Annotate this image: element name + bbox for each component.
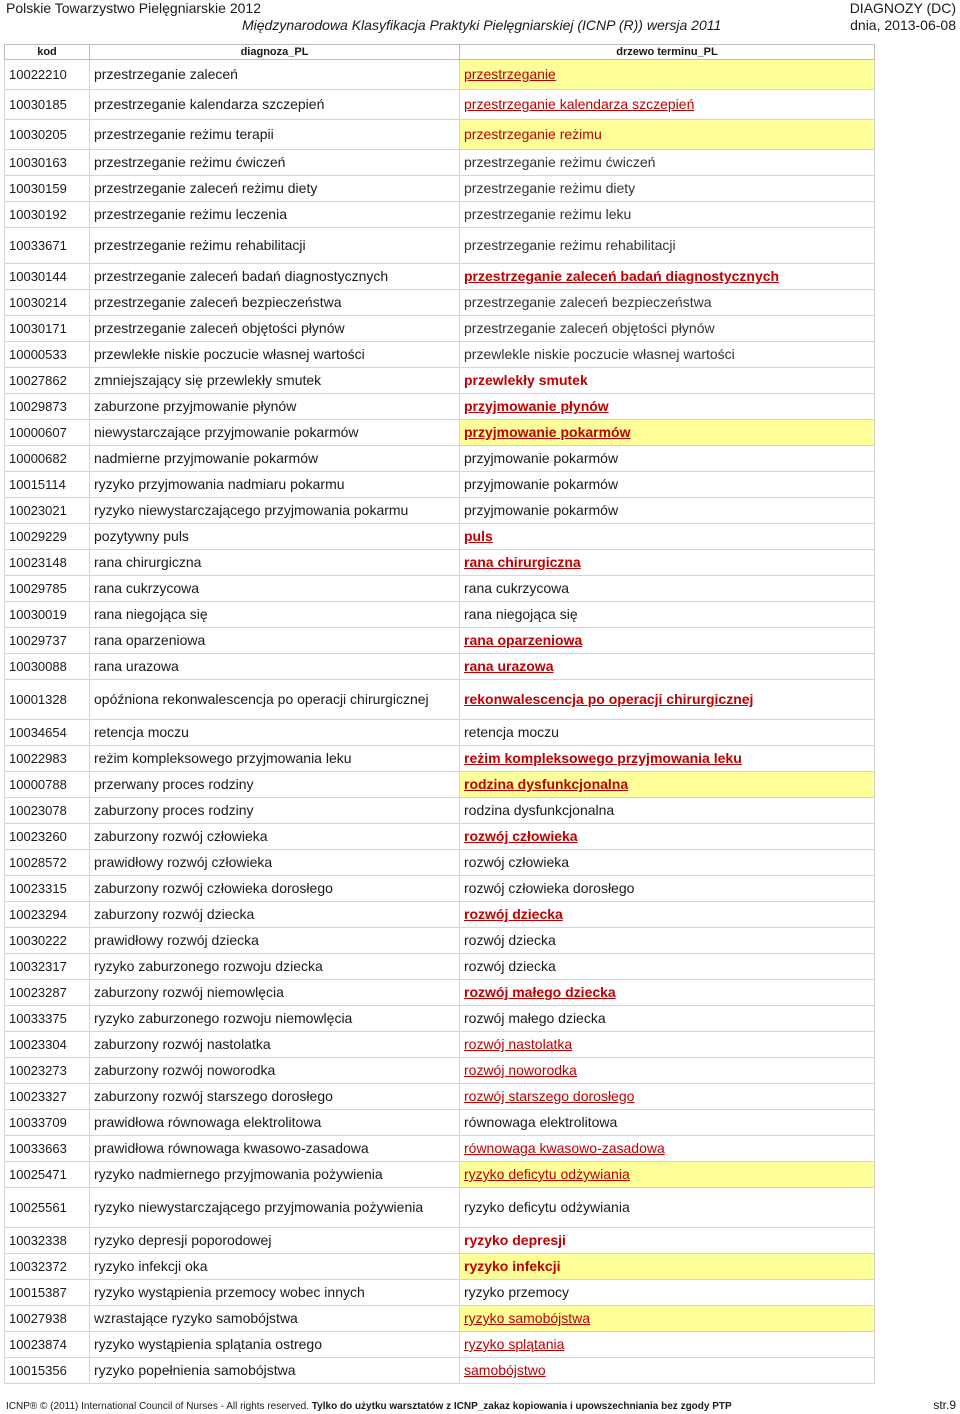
diagnosis-name: przestrzeganie reżimu ćwiczeń <box>90 150 460 176</box>
column-header-diagnoza: diagnoza_PL <box>90 45 460 60</box>
table-row <box>5 746 875 772</box>
column-header-kod: kod <box>5 45 90 60</box>
diagnosis-name: rana chirurgiczna <box>90 550 460 576</box>
diagnosis-code: 10029737 <box>5 628 90 654</box>
term-tree-link: rozwój dziecka <box>460 954 875 980</box>
table-row <box>5 150 875 176</box>
table-row <box>5 342 875 368</box>
term-tree-link: rodzina dysfunkcjonalna <box>460 798 875 824</box>
diagnosis-code: 10000788 <box>5 772 90 798</box>
diagnosis-name: prawidłowy rozwój dziecka <box>90 928 460 954</box>
diagnosis-name: zmniejszający się przewlekły smutek <box>90 368 460 394</box>
table-row <box>5 202 875 228</box>
term-tree-link: ryzyko deficytu odżywiania <box>460 1188 875 1228</box>
term-tree-link: rana niegojąca się <box>460 602 875 628</box>
term-tree-link: ryzyko depresji <box>460 1228 875 1254</box>
copyright-text: ICNP® © (2011) International Council of Nurses - All rights reserved. <box>6 1401 310 1412</box>
diagnosis-name: przestrzeganie zaleceń bezpieczeństwa <box>90 290 460 316</box>
table-row <box>5 420 875 446</box>
diagnosis-name: przestrzeganie zaleceń reżimu diety <box>90 176 460 202</box>
diagnosis-code: 10030185 <box>5 90 90 120</box>
table-row <box>5 1032 875 1058</box>
table-row <box>5 1332 875 1358</box>
table-row <box>5 90 875 120</box>
term-tree-link[interactable]: przestrzeganie <box>460 60 875 90</box>
term-tree-link: przestrzeganie zaleceń objętości płynów <box>460 316 875 342</box>
document-title: DIAGNOZY (DC) <box>849 0 956 16</box>
diagnosis-name: rana cukrzycowa <box>90 576 460 602</box>
term-tree-link: rozwój człowieka dorosłego <box>460 876 875 902</box>
page-number: str.9 <box>933 1398 956 1412</box>
term-tree-link: równowaga elektrolitowa <box>460 1110 875 1136</box>
diagnosis-name: zaburzony proces rodziny <box>90 798 460 824</box>
diagnosis-code: 10033375 <box>5 1006 90 1032</box>
diagnosis-code: 10025561 <box>5 1188 90 1228</box>
table-row <box>5 720 875 746</box>
document-subtitle: Międzynarodowa Klasyfikacja Praktyki Pielęgniarskiej (ICNP (R)) wersja 2011 <box>242 17 722 33</box>
diagnosis-code: 10015387 <box>5 1280 90 1306</box>
diagnosis-name: przestrzeganie kalendarza szczepień <box>90 90 460 120</box>
term-tree-link: przestrzeganie reżimu ćwiczeń <box>460 150 875 176</box>
term-tree-link: rozwój dziecka <box>460 928 875 954</box>
diagnosis-code: 10023287 <box>5 980 90 1006</box>
diagnosis-code: 10028572 <box>5 850 90 876</box>
diagnosis-name: zaburzony rozwój noworodka <box>90 1058 460 1084</box>
table-row <box>5 498 875 524</box>
diagnosis-code: 10033663 <box>5 1136 90 1162</box>
diagnosis-code: 10025471 <box>5 1162 90 1188</box>
table-row <box>5 60 875 90</box>
table-row <box>5 824 875 850</box>
table-row <box>5 472 875 498</box>
footer <box>6 1401 732 1412</box>
table-row <box>5 1280 875 1306</box>
term-tree-link: rozwój małego dziecka <box>460 1006 875 1032</box>
diagnosis-code: 10023021 <box>5 498 90 524</box>
term-tree-link: przestrzeganie reżimu <box>460 120 875 150</box>
diagnosis-name: rana oparzeniowa <box>90 628 460 654</box>
diagnosis-table <box>4 44 875 1384</box>
term-tree-link[interactable]: przyjmowanie płynów <box>460 394 875 420</box>
diagnosis-code: 10023327 <box>5 1084 90 1110</box>
diagnosis-code: 10023874 <box>5 1332 90 1358</box>
table-row <box>5 1110 875 1136</box>
table-row <box>5 850 875 876</box>
term-tree-link[interactable]: równowaga kwasowo-zasadowa <box>460 1136 875 1162</box>
table-row <box>5 368 875 394</box>
diagnosis-name: ryzyko wystąpienia splątania ostrego <box>90 1332 460 1358</box>
diagnosis-code: 10023304 <box>5 1032 90 1058</box>
term-tree-link[interactable]: reżim kompleksowego przyjmowania leku <box>460 746 875 772</box>
diagnosis-code: 10030205 <box>5 120 90 150</box>
table-row <box>5 1358 875 1384</box>
diagnosis-code: 10030222 <box>5 928 90 954</box>
table-row <box>5 876 875 902</box>
term-tree-link: ryzyko przemocy <box>460 1280 875 1306</box>
diagnosis-code: 10034654 <box>5 720 90 746</box>
diagnosis-name: prawidłowy rozwój człowieka <box>90 850 460 876</box>
table-row <box>5 1228 875 1254</box>
diagnosis-code: 10030019 <box>5 602 90 628</box>
diagnosis-name: ryzyko depresji poporodowej <box>90 1228 460 1254</box>
table-row <box>5 1162 875 1188</box>
term-tree-link: przewlekle niskie poczucie własnej wartości <box>460 342 875 368</box>
diagnosis-name: wzrastające ryzyko samobójstwa <box>90 1306 460 1332</box>
diagnosis-code: 10000533 <box>5 342 90 368</box>
term-tree-link[interactable]: rekonwalescencja po operacji chirurgicznej <box>460 680 875 720</box>
term-tree-link[interactable]: rozwój dziecka <box>460 902 875 928</box>
term-tree-link: przestrzeganie reżimu diety <box>460 176 875 202</box>
diagnosis-code: 10029873 <box>5 394 90 420</box>
diagnosis-name: reżim kompleksowego przyjmowania leku <box>90 746 460 772</box>
term-tree-link[interactable]: rozwój człowieka <box>460 824 875 850</box>
usage-notice: Tylko do użytku warsztatów z ICNP_zakaz kopiowania i upowszechniania bez zgody PTP <box>311 1401 732 1412</box>
table-row <box>5 1306 875 1332</box>
diagnosis-name: pozytywny puls <box>90 524 460 550</box>
diagnosis-name: przerwany proces rodziny <box>90 772 460 798</box>
table-row <box>5 954 875 980</box>
table-row <box>5 120 875 150</box>
diagnosis-code: 10033671 <box>5 228 90 264</box>
table-row <box>5 524 875 550</box>
diagnosis-name: retencja moczu <box>90 720 460 746</box>
diagnosis-code: 10030088 <box>5 654 90 680</box>
table-row <box>5 654 875 680</box>
term-tree-link[interactable]: puls <box>460 524 875 550</box>
term-tree-link[interactable]: przestrzeganie zaleceń badań diagnostycznych <box>460 264 875 290</box>
term-tree-link[interactable]: samobójstwo <box>460 1358 875 1384</box>
term-tree-link: ryzyko infekcji <box>460 1254 875 1280</box>
table-row <box>5 798 875 824</box>
diagnosis-name: ryzyko nadmiernego przyjmowania pożywienia <box>90 1162 460 1188</box>
term-tree-link: rozwój człowieka <box>460 850 875 876</box>
diagnosis-code: 10023294 <box>5 902 90 928</box>
diagnosis-name: opóźniona rekonwalescencja po operacji chirurgicznej <box>90 680 460 720</box>
table-row <box>5 928 875 954</box>
term-tree-link[interactable]: rana chirurgiczna <box>460 550 875 576</box>
term-tree-link: przyjmowanie pokarmów <box>460 498 875 524</box>
diagnosis-code: 10000607 <box>5 420 90 446</box>
table-row <box>5 980 875 1006</box>
diagnosis-code: 10023148 <box>5 550 90 576</box>
diagnosis-code: 10027862 <box>5 368 90 394</box>
diagnosis-code: 10023078 <box>5 798 90 824</box>
diagnosis-code: 10033709 <box>5 1110 90 1136</box>
diagnosis-code: 10000682 <box>5 446 90 472</box>
term-tree-link[interactable]: przyjmowanie pokarmów <box>460 420 875 446</box>
diagnosis-name: przestrzeganie reżimu leczenia <box>90 202 460 228</box>
diagnosis-code: 10015356 <box>5 1358 90 1384</box>
diagnosis-name: ryzyko infekcji oka <box>90 1254 460 1280</box>
term-tree-link: przestrzeganie reżimu rehabilitacji <box>460 228 875 264</box>
diagnosis-code: 10030214 <box>5 290 90 316</box>
table-row <box>5 290 875 316</box>
diagnosis-name: ryzyko przyjmowania nadmiaru pokarmu <box>90 472 460 498</box>
diagnosis-code: 10030163 <box>5 150 90 176</box>
diagnosis-name: niewystarczające przyjmowanie pokarmów <box>90 420 460 446</box>
diagnosis-name: rana urazowa <box>90 654 460 680</box>
term-tree-link: przyjmowanie pokarmów <box>460 446 875 472</box>
diagnosis-code: 10030171 <box>5 316 90 342</box>
table-row <box>5 1136 875 1162</box>
diagnosis-code: 10029785 <box>5 576 90 602</box>
table-row <box>5 1254 875 1280</box>
diagnosis-code: 10023260 <box>5 824 90 850</box>
diagnosis-code: 10001328 <box>5 680 90 720</box>
table-row <box>5 576 875 602</box>
diagnosis-name: ryzyko zaburzonego rozwoju niemowlęcia <box>90 1006 460 1032</box>
diagnosis-code: 10032338 <box>5 1228 90 1254</box>
table-row <box>5 316 875 342</box>
column-header-drzewo: drzewo terminu_PL <box>460 45 875 60</box>
term-tree-link: przewlekły smutek <box>460 368 875 394</box>
table-row <box>5 446 875 472</box>
diagnosis-name: przewlekłe niskie poczucie własnej wartości <box>90 342 460 368</box>
diagnosis-name: ryzyko popełnienia samobójstwa <box>90 1358 460 1384</box>
diagnosis-name: ryzyko niewystarczającego przyjmowania pożywienia <box>90 1188 460 1228</box>
term-tree-link[interactable]: rozwój noworodka <box>460 1058 875 1084</box>
diagnosis-code: 10032372 <box>5 1254 90 1280</box>
table-row <box>5 1058 875 1084</box>
publisher-label: Polskie Towarzystwo Pielęgniarskie 2012 <box>6 0 261 16</box>
diagnosis-code: 10015114 <box>5 472 90 498</box>
table-row <box>5 264 875 290</box>
diagnosis-name: przestrzeganie reżimu terapii <box>90 120 460 150</box>
diagnosis-name: zaburzony rozwój starszego dorosłego <box>90 1084 460 1110</box>
diagnosis-code: 10030159 <box>5 176 90 202</box>
diagnosis-code: 10027938 <box>5 1306 90 1332</box>
diagnosis-name: przestrzeganie zaleceń objętości płynów <box>90 316 460 342</box>
term-tree-link[interactable]: rozwój małego dziecka <box>460 980 875 1006</box>
diagnosis-code: 10022210 <box>5 60 90 90</box>
term-tree-link: przestrzeganie reżimu leku <box>460 202 875 228</box>
table-header-row <box>5 45 875 60</box>
term-tree-link[interactable]: ryzyko samobójstwa <box>460 1306 875 1332</box>
diagnosis-name: zaburzone przyjmowanie płynów <box>90 394 460 420</box>
diagnosis-name: zaburzony rozwój człowieka <box>90 824 460 850</box>
term-tree-link[interactable]: rana oparzeniowa <box>460 628 875 654</box>
table-row <box>5 1188 875 1228</box>
diagnosis-name: przestrzeganie zaleceń <box>90 60 460 90</box>
diagnosis-code: 10030192 <box>5 202 90 228</box>
diagnosis-name: zaburzony rozwój człowieka dorosłego <box>90 876 460 902</box>
table-row <box>5 902 875 928</box>
table-row <box>5 394 875 420</box>
diagnosis-name: ryzyko wystąpienia przemocy wobec innych <box>90 1280 460 1306</box>
document-date: dnia, 2013-06-08 <box>850 17 956 33</box>
table-row <box>5 176 875 202</box>
term-tree-link[interactable]: ryzyko splątania <box>460 1332 875 1358</box>
table-row <box>5 228 875 264</box>
table-row <box>5 550 875 576</box>
term-tree-link[interactable]: ryzyko deficytu odżywiania <box>460 1162 875 1188</box>
diagnosis-name: ryzyko niewystarczającego przyjmowania pokarmu <box>90 498 460 524</box>
diagnosis-name: prawidłowa równowaga kwasowo-zasadowa <box>90 1136 460 1162</box>
term-tree-link[interactable]: rozwój nastolatka <box>460 1032 875 1058</box>
term-tree-link[interactable]: przestrzeganie kalendarza szczepień <box>460 90 875 120</box>
diagnosis-code: 10032317 <box>5 954 90 980</box>
table-row <box>5 1084 875 1110</box>
diagnosis-code: 10022983 <box>5 746 90 772</box>
diagnosis-code: 10029229 <box>5 524 90 550</box>
table-row <box>5 628 875 654</box>
diagnosis-name: zaburzony rozwój nastolatka <box>90 1032 460 1058</box>
table-row <box>5 1006 875 1032</box>
diagnosis-name: ryzyko zaburzonego rozwoju dziecka <box>90 954 460 980</box>
term-tree-link[interactable]: rana urazowa <box>460 654 875 680</box>
table-row <box>5 602 875 628</box>
diagnosis-name: rana niegojąca się <box>90 602 460 628</box>
diagnosis-name: zaburzony rozwój dziecka <box>90 902 460 928</box>
table-row <box>5 680 875 720</box>
diagnosis-name: prawidłowa równowaga elektrolitowa <box>90 1110 460 1136</box>
term-tree-link[interactable]: rozwój starszego dorosłego <box>460 1084 875 1110</box>
diagnosis-code: 10023273 <box>5 1058 90 1084</box>
term-tree-link[interactable]: rodzina dysfunkcjonalna <box>460 772 875 798</box>
term-tree-link: przyjmowanie pokarmów <box>460 472 875 498</box>
term-tree-link: retencja moczu <box>460 720 875 746</box>
diagnosis-name: przestrzeganie zaleceń badań diagnostycznych <box>90 264 460 290</box>
diagnosis-code: 10030144 <box>5 264 90 290</box>
diagnosis-name: nadmierne przyjmowanie pokarmów <box>90 446 460 472</box>
term-tree-link: rana cukrzycowa <box>460 576 875 602</box>
table-row <box>5 772 875 798</box>
diagnosis-name: zaburzony rozwój niemowlęcia <box>90 980 460 1006</box>
term-tree-link: przestrzeganie zaleceń bezpieczeństwa <box>460 290 875 316</box>
diagnosis-name: przestrzeganie reżimu rehabilitacji <box>90 228 460 264</box>
diagnosis-code: 10023315 <box>5 876 90 902</box>
